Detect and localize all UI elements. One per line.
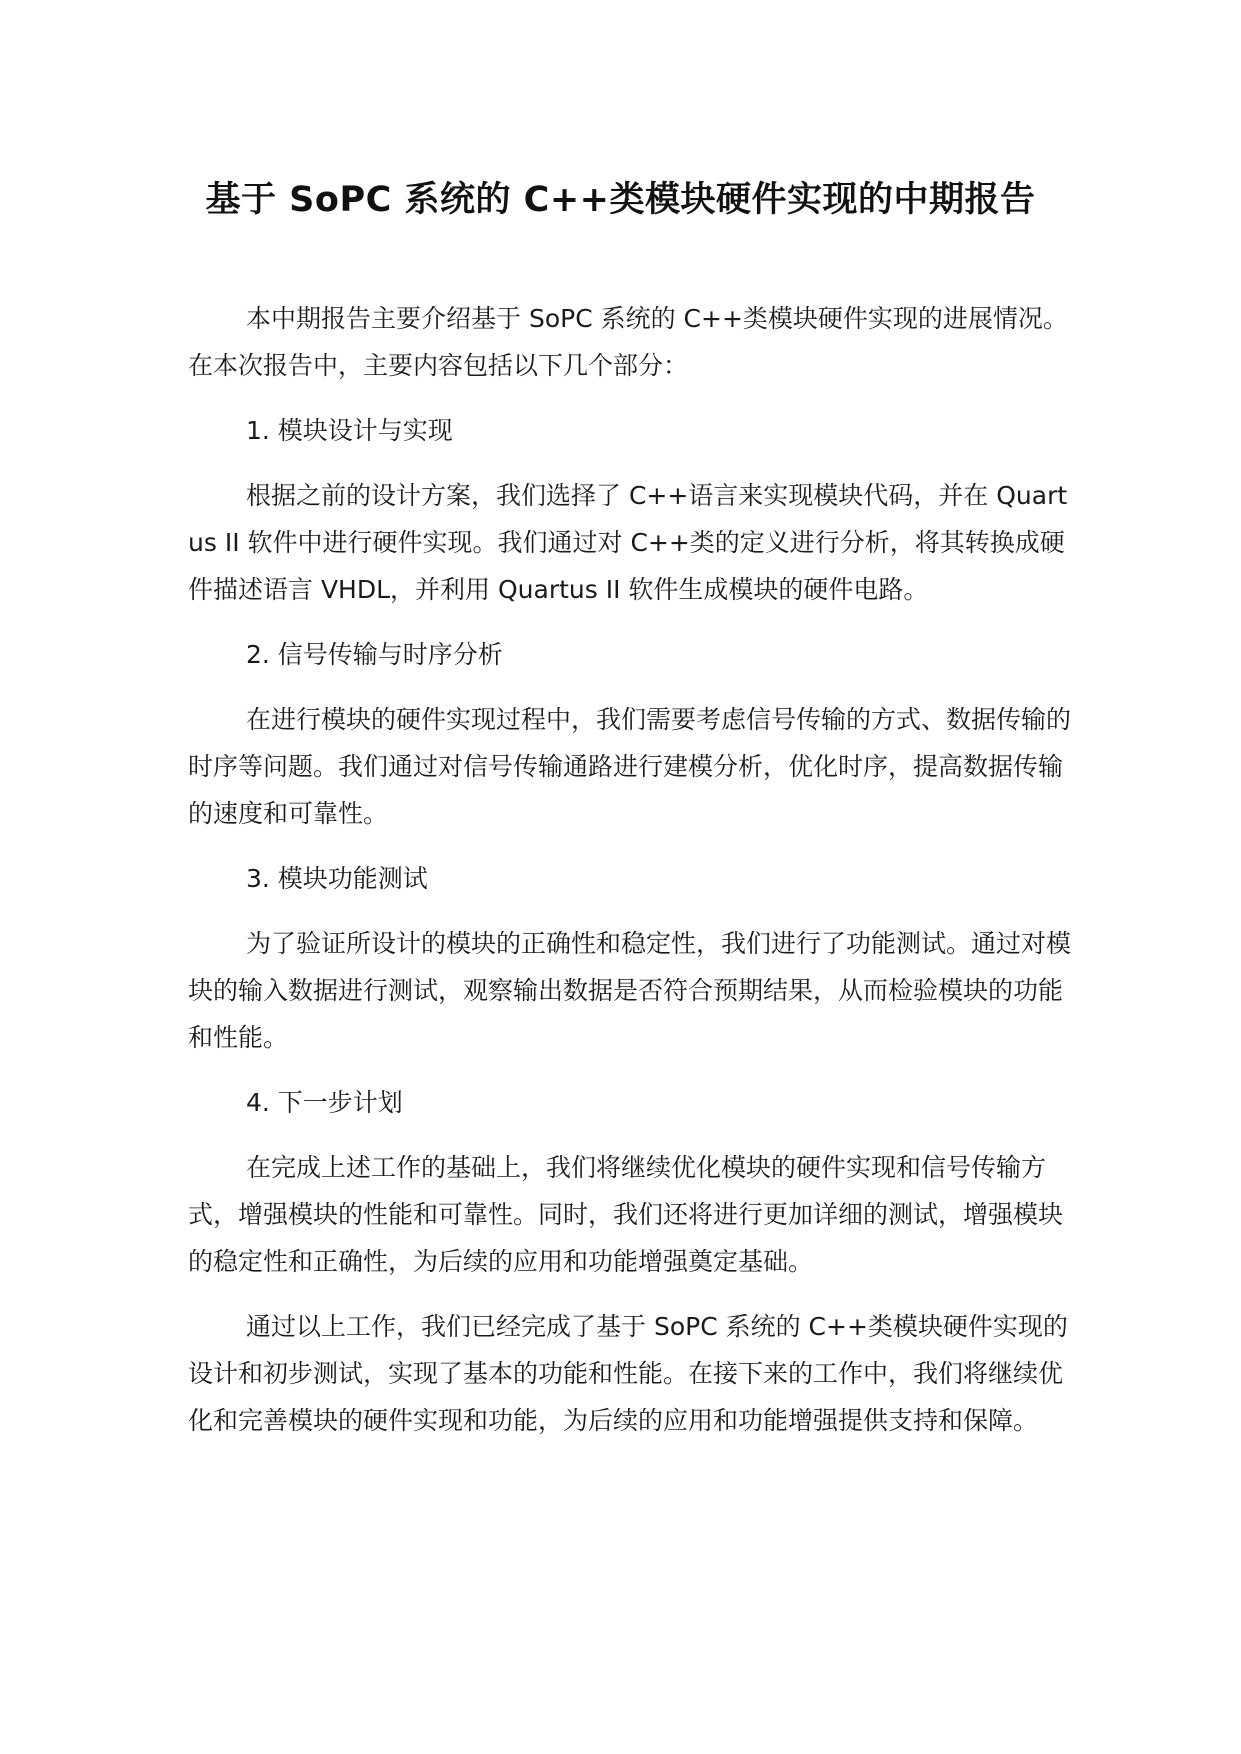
paragraph-section-2: 在进行模块的硬件实现过程中，我们需要考虑信号传输的方式、数据传输的时序等问题。我们通过对信号传输通路进行建模分析，优化时序，提高数据传输的速度和可靠性。 [188, 705, 1072, 828]
paragraph-conclusion: 通过以上工作，我们已经完成了基于 SoPC 系统的 C++类模块硬件实现的设计和初步测试，实现了基本的功能和性能。在接下来的工作中，我们将继续优化和完善模块的硬件实现和功能，为后续的应用和功能增强提供支持和保障。 [188, 1312, 1068, 1435]
section-heading-4: 4. 下一步计划 [246, 1088, 403, 1117]
paragraph-section-4: 在完成上述工作的基础上，我们将继续优化模块的硬件实现和信号传输方式，增强模块的性能和可靠性。同时，我们还将进行更加详细的测试，增强模块的稳定性和正确性，为后续的应用和功能增强奠定基础。 [188, 1153, 1064, 1276]
section-heading-1: 1. 模块设计与实现 [246, 416, 453, 445]
document-title: 基于 SoPC 系统的 C++类模块硬件实现的中期报告 [205, 180, 1036, 220]
document-body [188, 295, 1078, 1462]
paragraph-section-1: 根据之前的设计方案，我们选择了 C++语言来实现模块代码，并在 Quartus II 软件中进行硬件实现。我们通过对 C++类的定义进行分析，将其转换成硬件描述语言 VHDL，并利用 Quartus II 软件生成模块的硬件电路。 [188, 481, 1068, 604]
section-heading-3: 3. 模块功能测试 [246, 864, 428, 893]
paragraph-section-3: 为了验证所设计的模块的正确性和稳定性，我们进行了功能测试。通过对模块的输入数据进行测试，观察输出数据是否符合预期结果，从而检验模块的功能和性能。 [188, 929, 1072, 1052]
section-heading-2: 2. 信号传输与时序分析 [246, 640, 503, 669]
paragraph-intro: 本中期报告主要介绍基于 SoPC 系统的 C++类模块硬件实现的进展情况。在本次报告中，主要内容包括以下几个部分： [188, 304, 1068, 380]
